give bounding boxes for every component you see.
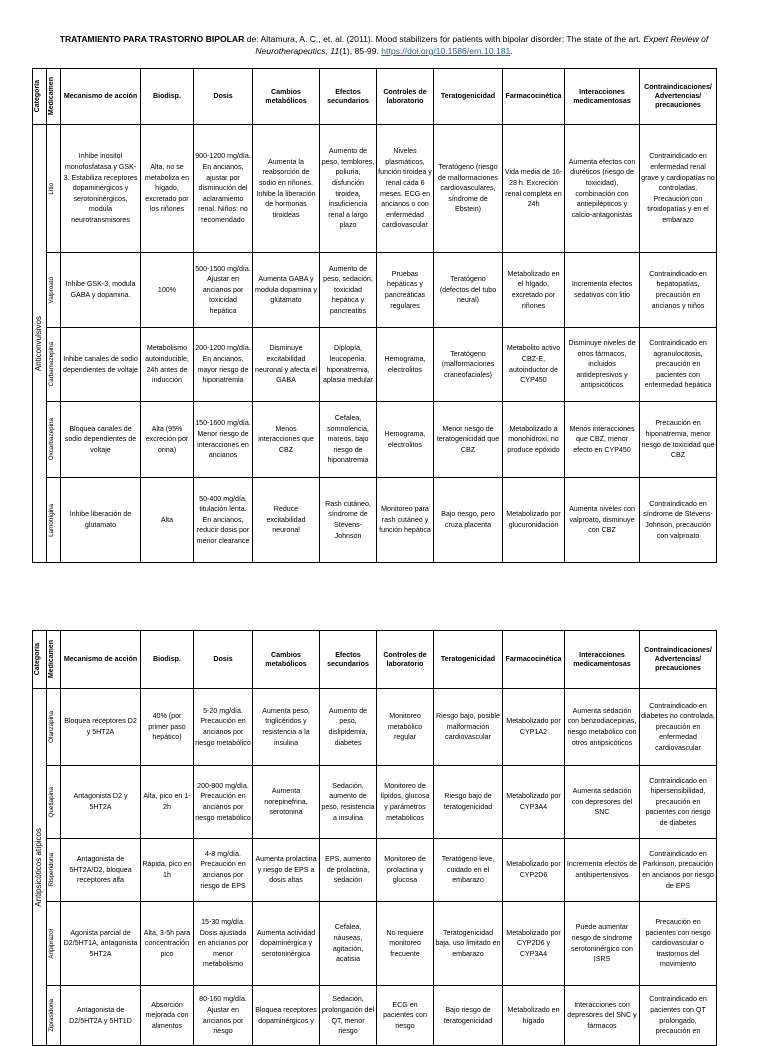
table-cell: 200-1200 mg/día. En ancianos, mayor riesgo de hiponatremia bbox=[194, 328, 253, 402]
column-header: Dosis bbox=[194, 631, 253, 689]
table-cell: Contraindicado en agranulocitosis, precaución en pacientes con enfermedad hepática bbox=[640, 328, 717, 402]
table-cell: Menos interacciones que CBZ bbox=[253, 402, 320, 478]
table-cell: Aumenta actividad dopaminérgica y serotoninérgica bbox=[253, 902, 320, 986]
table-cell: Antagonista de D2/5HT2A y 5HT1D bbox=[61, 986, 141, 1046]
table-cell: Contraindicado en enfermedad renal grave y cardiopatías no controladas. Precaución con tiroidopatías y en el embarazo bbox=[640, 125, 717, 253]
table-cell: Bloquea receptores D2 y 5HT2A bbox=[61, 689, 141, 766]
doi-link[interactable]: https://doi.org/10.1586/ern.10.181 bbox=[381, 46, 511, 56]
column-header: Biodisp. bbox=[141, 631, 194, 689]
drug-name-cell: Quetiapina bbox=[47, 766, 61, 839]
table-cell: Bloquea receptores dopaminérgicos y bbox=[253, 986, 320, 1046]
table-cell: Sedación, aumento de peso, resistencia a insulina bbox=[320, 766, 377, 839]
column-header: Teratogenicidad bbox=[434, 631, 503, 689]
table-cell: Alta (95% excreción por orina) bbox=[141, 402, 194, 478]
table-cell: Teratógeno (defectos del tubo neural) bbox=[434, 253, 503, 328]
table-cell: Rápida, pico en 1h bbox=[141, 839, 194, 902]
table-cell: Menos interacciones que CBZ, menor efecto en CYP450 bbox=[565, 402, 640, 478]
table-cell: Riesgo bajo de teratogenicidad bbox=[434, 766, 503, 839]
table-cell: Inhibe inositol monofosfatasa y GSK-3. Estabiliza receptores dopaminérgicos y serotoninérgicos, modula neurotransmisores bbox=[61, 125, 141, 253]
table-cell: Metabolizado en hígado bbox=[503, 986, 565, 1046]
table-cell: Contraindicado en hipersensibilidad, precaución en pacientes con riesgo de diabetes bbox=[640, 766, 717, 839]
table-cell: 80-160 mg/día. Ajustar en ancianos por riesgo bbox=[194, 986, 253, 1046]
column-header: Categoría bbox=[33, 69, 47, 125]
table-row bbox=[33, 766, 717, 839]
table-cell: Monitoreo metabólico regular bbox=[377, 689, 434, 766]
table-cell: Monitoreo de prolactina y glucosa bbox=[377, 839, 434, 902]
column-header: Interacciones medicamentosas bbox=[565, 69, 640, 125]
table-atypical-antipsychotics bbox=[32, 630, 717, 1046]
column-header: Medicamen bbox=[47, 69, 61, 125]
table-cell: Incrementa efectos de antihipertensivos bbox=[565, 839, 640, 902]
table-cell: Bloquea canales de sodio dependientes de voltaje bbox=[61, 402, 141, 478]
table-cell: Aumenta GABA y modula dopamina y glutamato bbox=[253, 253, 320, 328]
table-cell: Aumenta niveles con valproato, disminuye con CBZ bbox=[565, 478, 640, 563]
table-cell: Precaución en pacientes con riesgo cardiovascular o trastornos del movimiento bbox=[640, 902, 717, 986]
column-header: Contraindicaciones/ Advertencias/ precauciones bbox=[640, 69, 717, 125]
drug-name-cell: Olanzapina bbox=[47, 689, 61, 766]
table-cell: 5-20 mg/día. Precaución en ancianos por riesgo metabólico bbox=[194, 689, 253, 766]
drug-name-cell: Oxcarbazepina bbox=[47, 402, 61, 478]
column-header: Medicamen bbox=[47, 631, 61, 689]
drug-name-cell: Valproato bbox=[47, 253, 61, 328]
table-cell: Aumenta efectos con diuréticos (riesgo de toxicidad), combinación con antiepilépticos y calcio-antagonistas bbox=[565, 125, 640, 253]
table-cell: Metabolizado por CYP2D6 bbox=[503, 839, 565, 902]
table-cell: Diplopía, leucopenia, hiponatremia, aplasia medular bbox=[320, 328, 377, 402]
table-cell: Teratógeno (riesgo de malformaciones cardiovasculares, síndrome de Ebstein) bbox=[434, 125, 503, 253]
table-cell: Metabolismo autoinducible, 24h antes de inducción bbox=[141, 328, 194, 402]
column-header: Cambios metabólicos bbox=[253, 631, 320, 689]
table-cell: Rash cutáneo, síndrome de Stevens-Johnson bbox=[320, 478, 377, 563]
table-cell: 15-30 mg/día. Dosis ajustada en ancianos por menor metabolismo bbox=[194, 902, 253, 986]
column-header: Dosis bbox=[194, 69, 253, 125]
table-cell: Contraindicado en hepatopatías, precaución en ancianos y niños bbox=[640, 253, 717, 328]
header-title: TRATAMIENTO PARA TRASTORNO BIPOLAR bbox=[59, 34, 245, 44]
table-cell: Aumenta sedación con benzodiacepinas, riesgo metabólico con otros antipsicóticos bbox=[565, 689, 640, 766]
drug-name-cell: Risperidona bbox=[47, 839, 61, 902]
table-cell: Aumenta sedación con depresores del SNC bbox=[565, 766, 640, 839]
table-row bbox=[33, 125, 717, 253]
table-cell: Cefalea, somnolencia, mareos, bajo riesgo de hiponatremia bbox=[320, 402, 377, 478]
table-cell: Aumenta la reabsorción de sodio en riñones. Inhibe la liberación de hormonas tiroideas bbox=[253, 125, 320, 253]
table-cell: Niveles plasmáticos, función tiroidea y renal cada 6 meses. ECG en ancianos o con enfermedad cardiovascular bbox=[377, 125, 434, 253]
table-cell: Aumento de peso, dislipidemia, diabetes bbox=[320, 689, 377, 766]
table-row bbox=[33, 839, 717, 902]
column-header: Cambios metabólicos bbox=[253, 69, 320, 125]
table-cell: Precaución en hiponatremia, menor riesgo de toxicidad que CBZ bbox=[640, 402, 717, 478]
column-header: Biodisp. bbox=[141, 69, 194, 125]
header-issue: (1), 85-99. bbox=[339, 46, 382, 56]
table-row bbox=[33, 328, 717, 402]
table-cell: Menor riesgo de teratogenicidad que CBZ bbox=[434, 402, 503, 478]
column-header: Controles de laboratorio bbox=[377, 631, 434, 689]
table-cell: Metabolizado a monohidroxi, no produce epóxido bbox=[503, 402, 565, 478]
column-header: Controles de laboratorio bbox=[377, 69, 434, 125]
column-header: Teratogenicidad bbox=[434, 69, 503, 125]
header-row bbox=[33, 631, 717, 689]
table-cell: Disminuye niveles de otros fármacos, incluidos antidepresivos y antipsicóticos bbox=[565, 328, 640, 402]
table-cell: Contraindicado en diabetes no controlada, precaución en enfermedad cardiovascular bbox=[640, 689, 717, 766]
table-row bbox=[33, 986, 717, 1046]
table-cell: EPS, aumento de prolactina, sedación bbox=[320, 839, 377, 902]
table-cell: Metabolizado por glucuronidación bbox=[503, 478, 565, 563]
table-cell: Bajo riesgo, pero cruza placenta bbox=[434, 478, 503, 563]
table-cell: 200-800 mg/día. Precaución en ancianos por riesgo metabólico bbox=[194, 766, 253, 839]
table-cell: Antagonista de 5HT2A/D2, bloquea receptores alfa bbox=[61, 839, 141, 902]
table-cell: Absorción mejorada con alimentos bbox=[141, 986, 194, 1046]
drug-name-cell: Aripiprazol bbox=[47, 902, 61, 986]
category-cell: Antipsicóticos atípicos bbox=[33, 689, 47, 1046]
table-cell: Contraindicado en síndrome de Stevens-Johnson, precaución con valproato bbox=[640, 478, 717, 563]
table-cell: Contraindicado en Parkinson, precaución en ancianos por riesgo de EPS bbox=[640, 839, 717, 902]
table-cell: Inhibe canales de sodio dependientes de voltaje bbox=[61, 328, 141, 402]
category-cell: Anticonvulsivos bbox=[33, 125, 47, 563]
table-cell: Bajo riesgo de teratogenicidad bbox=[434, 986, 503, 1046]
table-cell: Alta bbox=[141, 478, 194, 563]
table-anticonvulsants bbox=[32, 68, 717, 563]
table-cell: 500-1500 mg/día. Ajustar en ancianos por toxicidad hepática bbox=[194, 253, 253, 328]
table-cell: Teratógeno (malformaciones craneofaciales) bbox=[434, 328, 503, 402]
table-cell: Aumenta norepinefrina, serotonina bbox=[253, 766, 320, 839]
table-cell: Alta, no se metaboliza en hígado, excretado por los riñones bbox=[141, 125, 194, 253]
table-cell: Metabolizado en el hígado, excretado por riñones bbox=[503, 253, 565, 328]
header-citation: de: Altamura, A. C., et. al. (2011). Mood stabilizers for patients with bipolar disorder: The state of the art. bbox=[244, 34, 644, 44]
table-cell: Puede aumentar riesgo de síndrome serotoninérgico con ISRS bbox=[565, 902, 640, 986]
table-cell: Teratógeno leve, cuidado en el embarazo bbox=[434, 839, 503, 902]
table-row bbox=[33, 689, 717, 766]
document-header: TRATAMIENTO PARA TRASTORNO BIPOLAR de: Altamura, A. C., et. al. (2011). Mood stabilizers for patients with bipolar disorder: The state of the art. Expert Review of Neurotherapeutics, 11(1), 85-99. https://doi.org/10.1586/ern.10.181. bbox=[59, 34, 709, 56]
drug-name-cell: Litio bbox=[47, 125, 61, 253]
column-header: Efectos secundarios bbox=[320, 631, 377, 689]
column-header: Mecanismo de acción bbox=[61, 69, 141, 125]
table-cell: Monitoreo para rash cutáneo y función hepática bbox=[377, 478, 434, 563]
header-journal: Expert Review of Neurotherapeutics, 11 bbox=[255, 34, 709, 56]
table-cell: Cefalea, náuseas, agitación, acatisia bbox=[320, 902, 377, 986]
table-cell: Hemograma, electrolitos bbox=[377, 328, 434, 402]
table-cell: 100% bbox=[141, 253, 194, 328]
column-header: Contraindicaciones/ Advertencias/ precauciones bbox=[640, 631, 717, 689]
table-cell: Vida media de 16-28 h. Excreción renal completa en 24h bbox=[503, 125, 565, 253]
table-row bbox=[33, 478, 717, 563]
table-row bbox=[33, 253, 717, 328]
column-header: Categoría bbox=[33, 631, 47, 689]
table-row bbox=[33, 902, 717, 986]
header-row bbox=[33, 69, 717, 125]
table-cell: Inhibe GSK-3, modula GABA y dopamina. bbox=[61, 253, 141, 328]
table-cell: Alta, 3-5h para concentración pico bbox=[141, 902, 194, 986]
table-cell: Metabolizado por CYP1A2 bbox=[503, 689, 565, 766]
table-cell: 4-8 mg/día. Precaución en ancianos por riesgo de EPS bbox=[194, 839, 253, 902]
drug-name-cell: Ziprasidona bbox=[47, 986, 61, 1046]
table-cell: Antagonista D2 y 5HT2A bbox=[61, 766, 141, 839]
table-cell: Interacciones con depresores del SNC y fármacos bbox=[565, 986, 640, 1046]
table-cell: Metabolizado por CYP3A4 bbox=[503, 766, 565, 839]
table-cell: Aumento de peso, sedación, toxicidad hepática y pancreatitis bbox=[320, 253, 377, 328]
table-cell: ECG en pacientes con riesgo bbox=[377, 986, 434, 1046]
table-cell: 40% (por primer paso hepático) bbox=[141, 689, 194, 766]
table-cell: No requiere monitoreo frecuente bbox=[377, 902, 434, 986]
table-cell: Incrementa efectos sedativos con litio bbox=[565, 253, 640, 328]
table-cell: Agonista parcial de D2/5HT1A, antagonista 5HT2A bbox=[61, 902, 141, 986]
column-header: Interacciones medicamentosas bbox=[565, 631, 640, 689]
table-cell: Monitoreo de lípidos, glucosa y parámetros metabólicos bbox=[377, 766, 434, 839]
table-cell: Aumento de peso, temblores, poliuria, disfunción tiroidea, insuficiencia renal a largo plazo bbox=[320, 125, 377, 253]
table-cell: 50-400 mg/día, titulación lenta. En ancianos, reducir dosis por menor clearance bbox=[194, 478, 253, 563]
table-cell: Hemograma, electrolitos bbox=[377, 402, 434, 478]
column-header: Farmacocinética bbox=[503, 69, 565, 125]
table-cell: Contraindicado en pacientes con QT prolongado, precaución en bbox=[640, 986, 717, 1046]
table-cell: 900-1200 mg/día. En ancianos, ajustar por disminución del aclaramiento renal. Niños: no recomendado bbox=[194, 125, 253, 253]
table-cell: Metabolizado por CYP2D6 y CYP3A4 bbox=[503, 902, 565, 986]
table-cell: Sedación, prolongación del QT, menor riesgo bbox=[320, 986, 377, 1046]
drug-name-cell: Carbamazepina bbox=[47, 328, 61, 402]
column-header: Farmacocinética bbox=[503, 631, 565, 689]
table-cell: Aumenta peso, triglicéridos y resistencia a la insulina bbox=[253, 689, 320, 766]
table-cell: Alta, pico en 1-2h bbox=[141, 766, 194, 839]
table-cell: Metabolito activo CBZ-E, autoinductor de CYP450 bbox=[503, 328, 565, 402]
table-body bbox=[33, 689, 717, 1046]
table-body bbox=[33, 125, 717, 563]
column-header: Mecanismo de acción bbox=[61, 631, 141, 689]
table-cell: Reduce excitabilidad neuronal bbox=[253, 478, 320, 563]
table-row bbox=[33, 402, 717, 478]
table-cell: 150-1600 mg/día. Menor riesgo de interacciones en ancianos bbox=[194, 402, 253, 478]
table-cell: Aumenta prolactina y riesgo de EPS a dosis altas bbox=[253, 839, 320, 902]
drug-name-cell: Lamotrigina bbox=[47, 478, 61, 563]
table-cell: Inhibe liberación de glutamato bbox=[61, 478, 141, 563]
table-cell: Riesgo bajo, posible malformación cardiovascular bbox=[434, 689, 503, 766]
column-header: Efectos secundarios bbox=[320, 69, 377, 125]
table-cell: Pruebas hepáticas y pancreáticas regulares bbox=[377, 253, 434, 328]
table-cell: Disminuye excitabilidad neuronal y afecta el GABA bbox=[253, 328, 320, 402]
table-cell: Teratogenicidad baja, uso limitado en embarazo bbox=[434, 902, 503, 986]
